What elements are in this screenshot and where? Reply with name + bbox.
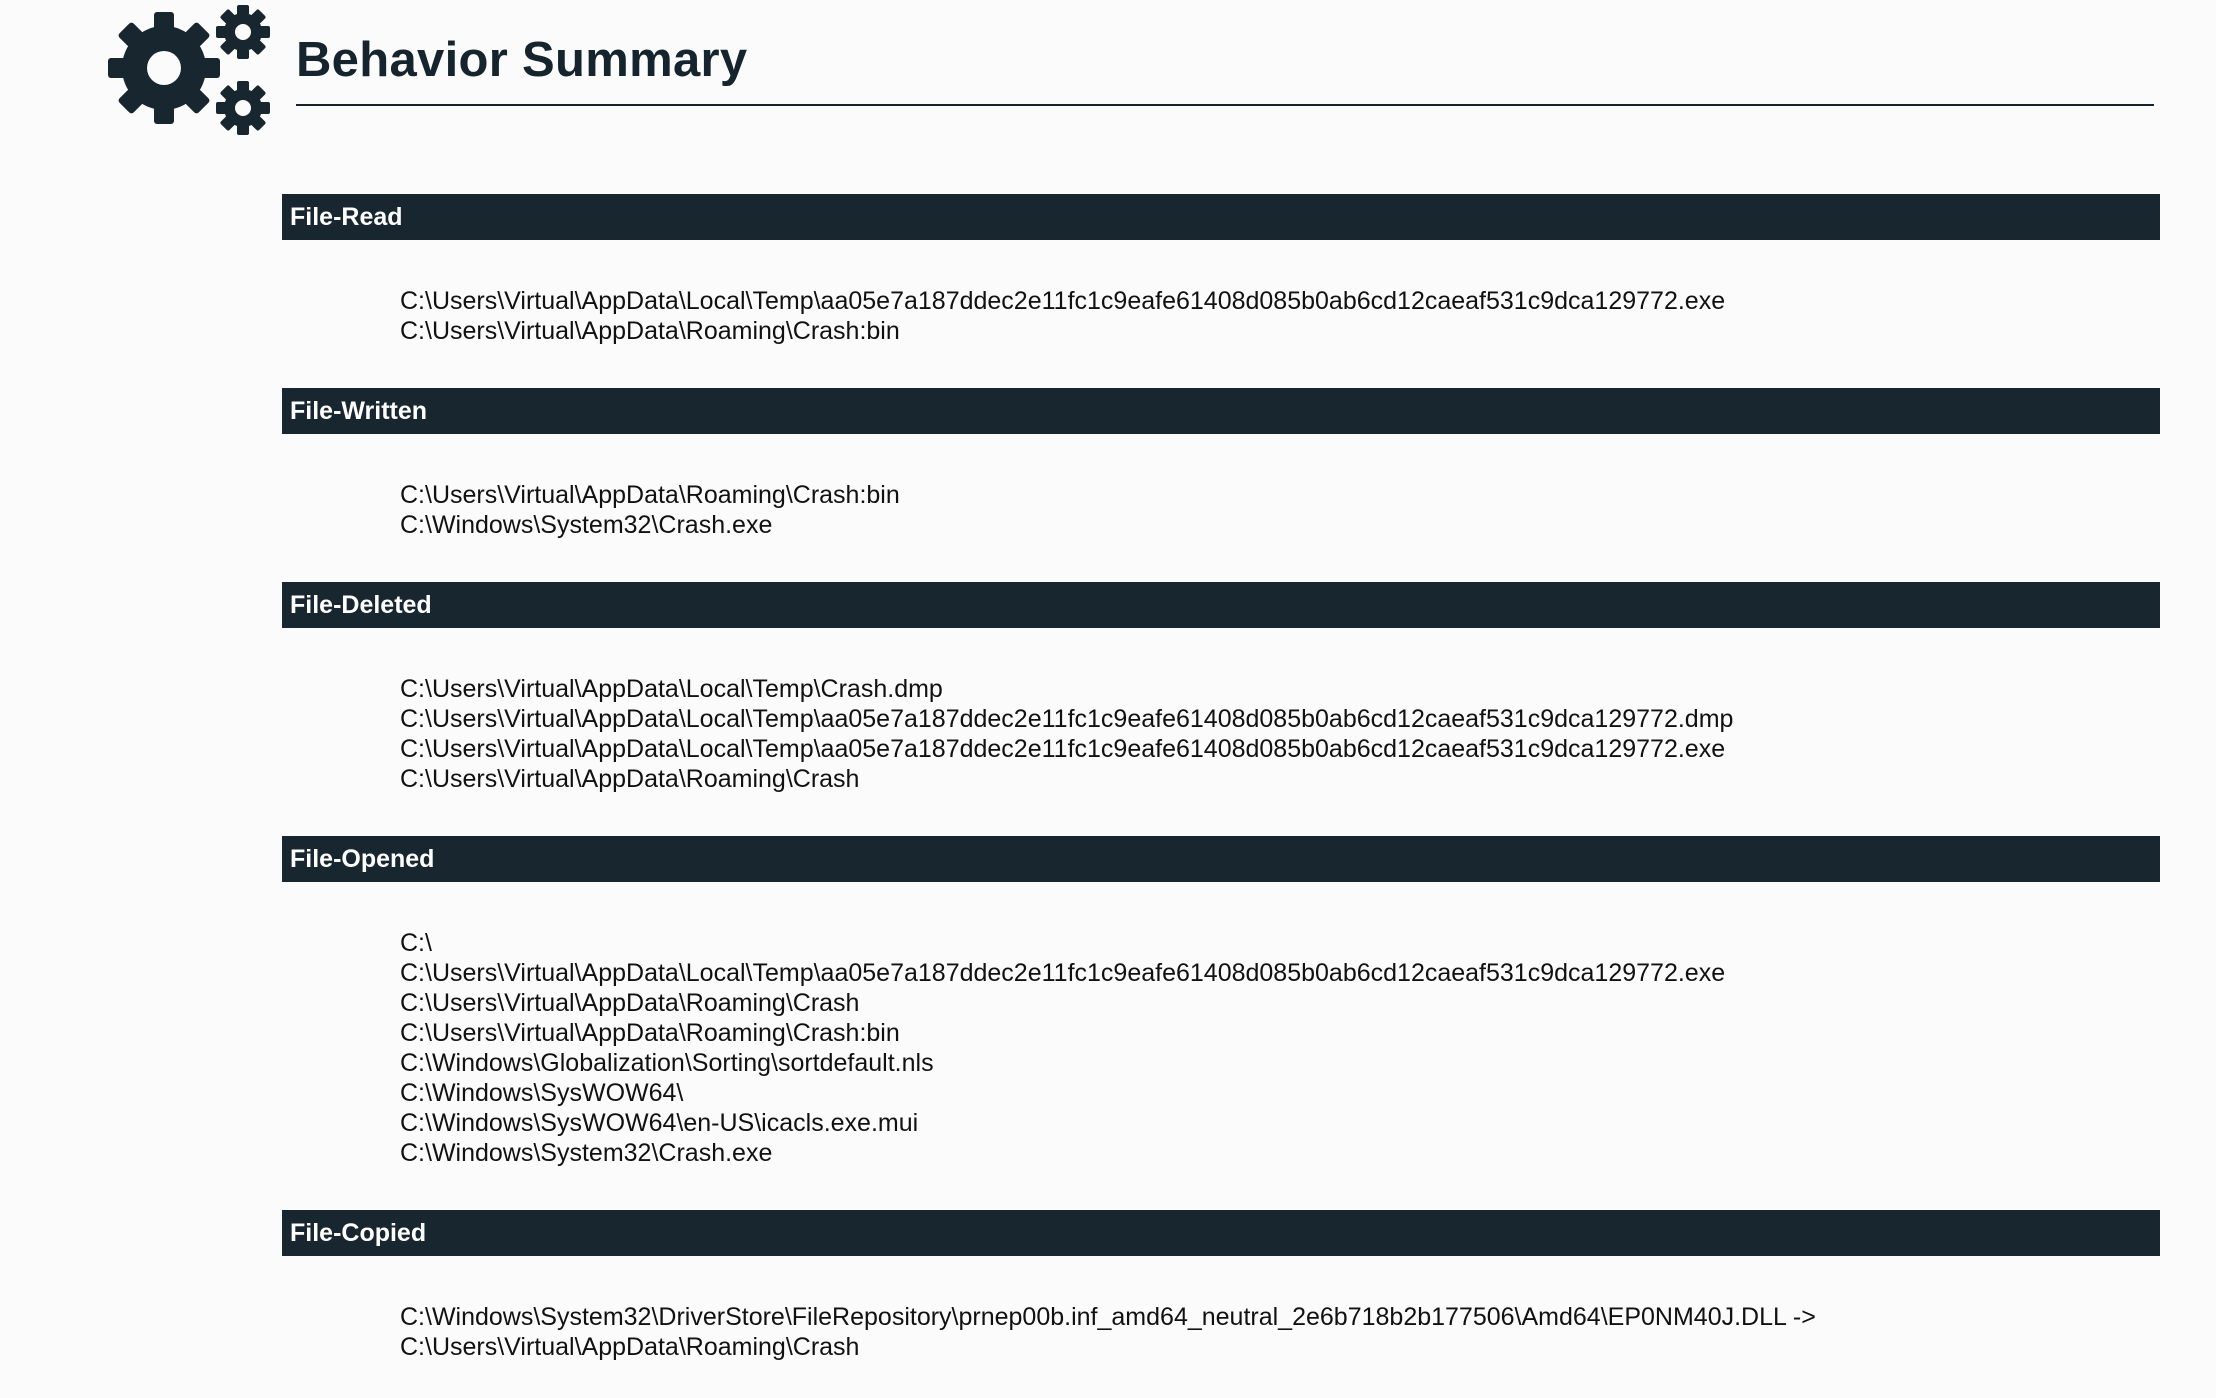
file-path: C:\Windows\Globalization\Sorting\sortdefault.nls xyxy=(400,1049,934,1077)
file-path: C:\Windows\SysWOW64\ xyxy=(400,1079,684,1107)
section-body xyxy=(282,1256,2160,1398)
section-body xyxy=(282,628,2160,836)
file-path: C:\ xyxy=(400,929,432,957)
file-path: C:\Windows\System32\DriverStore\FileRepository\prnep00b.inf_amd64_neutral_2e6b718b2b177506\Amd64\EP0NM40J.DLL -> xyxy=(400,1303,1816,1331)
section-header: File-Copied xyxy=(282,1210,2160,1256)
section-header: File-Opened xyxy=(282,836,2160,882)
file-path: C:\Windows\SysWOW64\en-US\icacls.exe.mui xyxy=(400,1109,919,1137)
file-path: C:\Users\Virtual\AppData\Roaming\Crash xyxy=(400,1333,860,1361)
file-path: C:\Users\Virtual\AppData\Local\Temp\Crash.dmp xyxy=(400,675,943,703)
page-title: Behavior Summary xyxy=(296,33,748,87)
title-divider xyxy=(296,104,2154,106)
behavior-sections xyxy=(282,194,2160,1398)
section-file-read xyxy=(282,194,2160,388)
section-file-copied xyxy=(282,1210,2160,1398)
section-header: File-Written xyxy=(282,388,2160,434)
section-file-opened xyxy=(282,836,2160,1210)
file-path: C:\Users\Virtual\AppData\Roaming\Crash:bin xyxy=(400,481,900,509)
section-body xyxy=(282,434,2160,582)
gears-icon xyxy=(106,4,274,138)
file-path: C:\Users\Virtual\AppData\Roaming\Crash:bin xyxy=(400,317,900,345)
file-path: C:\Users\Virtual\AppData\Local\Temp\aa05e7a187ddec2e11fc1c9eafe61408d085b0ab6cd12caeaf531c9dca129772.exe xyxy=(400,735,1726,763)
file-path: C:\Windows\System32\Crash.exe xyxy=(400,511,773,539)
section-file-written xyxy=(282,388,2160,582)
file-path: C:\Users\Virtual\AppData\Local\Temp\aa05e7a187ddec2e11fc1c9eafe61408d085b0ab6cd12caeaf531c9dca129772.dmp xyxy=(400,705,1734,733)
section-header: File-Read xyxy=(282,194,2160,240)
section-body xyxy=(282,240,2160,388)
section-body xyxy=(282,882,2160,1210)
file-path: C:\Users\Virtual\AppData\Roaming\Crash:bin xyxy=(400,1019,900,1047)
file-path: C:\Users\Virtual\AppData\Local\Temp\aa05e7a187ddec2e11fc1c9eafe61408d085b0ab6cd12caeaf531c9dca129772.exe xyxy=(400,287,1726,315)
file-path: C:\Windows\System32\Crash.exe xyxy=(400,1139,773,1167)
file-path: C:\Users\Virtual\AppData\Roaming\Crash xyxy=(400,989,860,1017)
file-path: C:\Users\Virtual\AppData\Roaming\Crash xyxy=(400,765,860,793)
section-header: File-Deleted xyxy=(282,582,2160,628)
section-file-deleted xyxy=(282,582,2160,836)
file-path: C:\Users\Virtual\AppData\Local\Temp\aa05e7a187ddec2e11fc1c9eafe61408d085b0ab6cd12caeaf531c9dca129772.exe xyxy=(400,959,1726,987)
